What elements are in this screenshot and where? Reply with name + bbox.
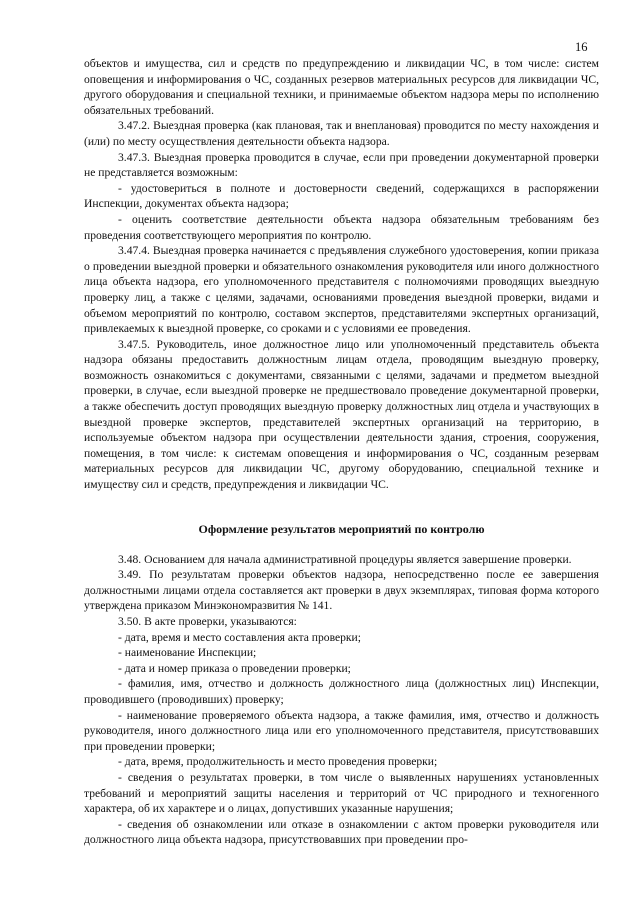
paragraph: 3.48. Основанием для начала административной процедуры является завершение проверки. <box>118 552 572 566</box>
paragraph: - сведения о результатах проверки, в том числе о выявленных нарушениях установленных требований и мероприятий защиты населения и территорий от ЧС природного и техногенного характера, об их характере и о лицах, допустивших указанные нарушения; <box>84 770 599 816</box>
paragraph: 3.47.2. Выездная проверка (как плановая, так и внеплановая) проводится по месту нахождения и (или) по месту осуществления деятельности объекта надзора. <box>84 119 599 148</box>
paragraph: - дата и номер приказа о проведении проверки; <box>118 661 351 675</box>
paragraph: - наименование проверяемого объекта надзора, а также фамилия, имя, отчество и должность руководителя, иного должностного лица или его уполномоченного представителя, присутствовавших при проведении проверки; <box>84 708 599 753</box>
document-body <box>84 56 599 848</box>
paragraph: 3.49. По результатам проверки объектов надзора, непосредственно после ее завершения должностными лицами отдела составляется акт проверки в двух экземплярах, типовая форма которого утверждена приказом Минэкономразвития № 141. <box>84 568 599 613</box>
paragraph: 3.47.3. Выездная проверка проводится в случае, если при проведении документарной проверки не представляется возможным: <box>84 150 599 180</box>
section-heading: Оформление результатов мероприятий по контролю <box>198 521 485 536</box>
paragraph: 3.50. В акте проверки, указываются: <box>118 615 297 628</box>
paragraph: - оценить соответствие деятельности объекта надзора обязательным требованиям без проведения соответствующего мероприятия по контролю. <box>84 212 599 242</box>
paragraph: 3.47.4. Выездная проверка начинается с предъявления служебного удостоверения, копии приказа о проведении выездной проверки и обязательного ознакомления руководителя или иного должностного лица объекта надзора, его уполномоченного представителя с полномочиями проводящих выездную проверку лиц, а также с целями, задачами, основаниями проведения выездной проверки, видами и объемом мероприятий по контролю, составом экспертов, представителями экспертных организаций, привлекаемых к выездной проверке, со сроками и с условиями ее проведения. <box>84 244 599 336</box>
paragraph: 3.47.5. Руководитель, иное должностное лицо или уполномоченный представитель объекта надзора обязаны предоставить должностным лицам отдела, проводящим выездную проверку, возможность ознакомиться с документами, связанными с целями, задачами и предметом выездной проверки, в случае, если выездной проверке не предшествовало проведение документарной проверки, а также обеспечить доступ проводящих выездную проверку должностных лиц отдела и участвующих в выездной проверке экспертов, представителей экспертных организаций на территорию, в используемые объектом надзора при осуществлении деятельности здания, строения, сооружения, помещения, в том числе: к системам оповещения и информирования о ЧС, созданным резервам материальных ресурсов для ликвидации ЧС, другому оборудованию, специальной технике и имуществу сил и средств, предупреждения и ликвидации ЧС. <box>84 337 599 492</box>
paragraph: - дата, время, продолжительность и место проведения проверки; <box>118 755 438 769</box>
paragraph: - дата, время и место составления акта проверки; <box>118 630 361 644</box>
paragraph: объектов и имущества, сил и средств по предупреждению и ликвидации ЧС, в том числе: систем оповещения и информирования о ЧС, созданных резервов материальных ресурсов для ликвидации ЧС, другого оборудования и специальной техники, и принимаемые объектом надзора меры по исполнению обязательных требований. <box>84 57 599 117</box>
page-number: 16 <box>575 40 588 54</box>
paragraph: - удостовериться в полноте и достоверности сведений, содержащихся в распоряжении Инспекции, документах объекта надзора; <box>84 181 599 211</box>
paragraph: - сведения об ознакомлении или отказе в ознакомлении с актом проверки руководителя или должностного лица объекта надзора, присутствовавших при проведении про- <box>84 817 599 847</box>
paragraph: - фамилия, имя, отчество и должность должностного лица (должностных лиц) Инспекции, проводившего (проводивших) проверку; <box>84 677 599 706</box>
section-before-heading <box>84 56 599 493</box>
paragraph: - наименование Инспекции; <box>118 646 257 660</box>
section-after-heading <box>84 552 599 848</box>
